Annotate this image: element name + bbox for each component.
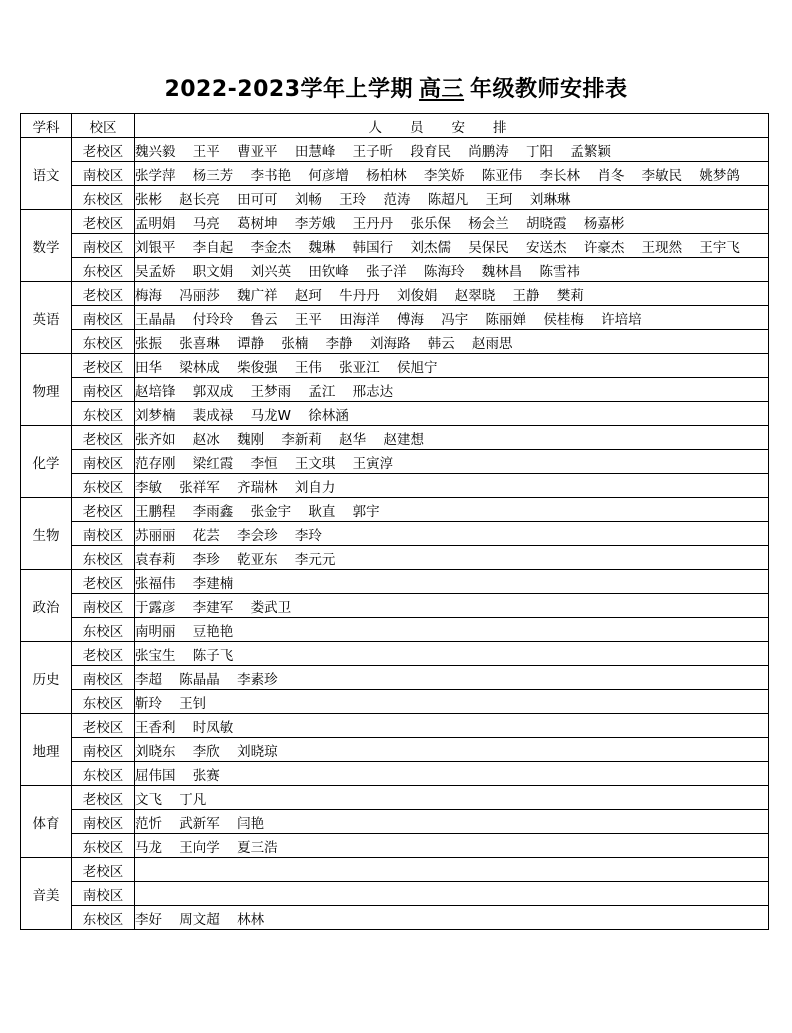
header-row [21, 114, 769, 138]
staff-cell [135, 162, 769, 186]
campus-cell: 老校区 [72, 354, 135, 378]
staff-names: 刘梦楠 裴成禄 马龙W 徐林涵 [135, 407, 349, 424]
header-staff: 人员安排 [135, 114, 769, 138]
subject-cell: 数学 [21, 210, 72, 282]
staff-names: 袁春莉 李珍 乾亚东 李元元 [135, 551, 336, 568]
staff-cell [135, 474, 769, 498]
table-row [21, 834, 769, 858]
staff-cell [135, 546, 769, 570]
campus-cell: 东校区 [72, 906, 135, 930]
table-row [21, 690, 769, 714]
campus-cell: 老校区 [72, 570, 135, 594]
staff-names: 张学萍 杨三芳 李书艳 何彦增 杨柏林 李笑娇 陈亚伟 李长林 肖冬 李敏民 姚梦鸽 [135, 167, 740, 184]
title-prefix: 2022-2023学年上学期 [164, 77, 414, 102]
staff-names: 王香利 时凤敏 [135, 719, 234, 736]
staff-cell [135, 642, 769, 666]
staff-cell [135, 714, 769, 738]
campus-cell: 东校区 [72, 618, 135, 642]
title-grade: 高三 [419, 77, 465, 102]
staff-names: 李超 陈晶晶 李素珍 [135, 671, 278, 688]
campus-cell: 南校区 [72, 594, 135, 618]
subject-cell: 体育 [21, 786, 72, 858]
page-title [0, 74, 792, 106]
staff-names: 刘银平 李自起 李金杰 魏琳 韩国行 刘杰儒 吴保民 安送杰 许豪杰 王现然 王宇飞 [135, 239, 740, 256]
table-row [21, 378, 769, 402]
staff-names: 梅海 冯丽莎 魏广祥 赵珂 牛丹丹 刘俊娟 赵翠晓 王静 樊莉 [135, 287, 584, 304]
campus-cell: 老校区 [72, 282, 135, 306]
table-row [21, 786, 769, 810]
campus-cell: 老校区 [72, 858, 135, 882]
table-row [21, 642, 769, 666]
table-row [21, 522, 769, 546]
campus-cell: 东校区 [72, 546, 135, 570]
campus-cell: 东校区 [72, 330, 135, 354]
staff-cell [135, 522, 769, 546]
table-row [21, 210, 769, 234]
table-row [21, 426, 769, 450]
campus-cell: 东校区 [72, 690, 135, 714]
campus-cell: 东校区 [72, 834, 135, 858]
table-row [21, 570, 769, 594]
staff-cell [135, 906, 769, 930]
staff-cell [135, 330, 769, 354]
campus-cell: 南校区 [72, 450, 135, 474]
staff-cell [135, 858, 769, 882]
campus-cell: 南校区 [72, 738, 135, 762]
staff-names: 张齐如 赵冰 魏刚 李新莉 赵华 赵建想 [135, 431, 424, 448]
staff-names: 王晶晶 付玲玲 鲁云 王平 田海洋 傅海 冯宇 陈丽婵 侯桂梅 许培培 [135, 311, 642, 328]
table-row [21, 618, 769, 642]
staff-cell [135, 738, 769, 762]
campus-cell: 老校区 [72, 426, 135, 450]
staff-names: 张彬 赵长亮 田可可 刘畅 王玲 范涛 陈超凡 王珂 刘琳琳 [135, 191, 571, 208]
staff-cell [135, 618, 769, 642]
subject-cell: 物理 [21, 354, 72, 426]
staff-cell [135, 666, 769, 690]
table-row [21, 882, 769, 906]
table-row [21, 186, 769, 210]
table-row [21, 858, 769, 882]
table-row [21, 354, 769, 378]
staff-names: 于露彦 李建军 娄武卫 [135, 599, 292, 616]
staff-names: 南明丽 豆艳艳 [135, 623, 234, 640]
staff-names: 马龙 王向学 夏三浩 [135, 839, 278, 856]
staff-cell [135, 834, 769, 858]
staff-cell [135, 450, 769, 474]
staff-cell [135, 498, 769, 522]
table-row [21, 546, 769, 570]
staff-cell [135, 210, 769, 234]
staff-names: 刘晓东 李欣 刘晓琼 [135, 743, 278, 760]
campus-cell: 老校区 [72, 210, 135, 234]
table-row [21, 906, 769, 930]
staff-cell [135, 306, 769, 330]
table-row [21, 498, 769, 522]
subject-cell: 音美 [21, 858, 72, 930]
table-row [21, 738, 769, 762]
subject-cell: 历史 [21, 642, 72, 714]
table-row [21, 714, 769, 738]
staff-cell [135, 594, 769, 618]
campus-cell: 南校区 [72, 522, 135, 546]
table-row [21, 306, 769, 330]
staff-cell [135, 810, 769, 834]
campus-cell: 南校区 [72, 810, 135, 834]
staff-names: 吴孟娇 职文娟 刘兴英 田钦峰 张子洋 陈海玲 魏林昌 陈雪祎 [135, 263, 581, 280]
campus-cell: 老校区 [72, 138, 135, 162]
staff-cell [135, 402, 769, 426]
campus-cell: 老校区 [72, 498, 135, 522]
staff-names: 李好 周文超 林林 [135, 911, 265, 928]
staff-names: 李敏 张祥军 齐瑞林 刘自力 [135, 479, 336, 496]
campus-cell: 东校区 [72, 402, 135, 426]
table-row [21, 762, 769, 786]
staff-cell [135, 762, 769, 786]
staff-cell [135, 570, 769, 594]
table-row [21, 810, 769, 834]
header-campus: 校区 [72, 114, 135, 138]
staff-cell [135, 186, 769, 210]
staff-names: 文飞 丁凡 [135, 791, 207, 808]
table-body [21, 138, 769, 930]
subject-cell: 地理 [21, 714, 72, 786]
subject-cell: 化学 [21, 426, 72, 498]
subject-cell: 语文 [21, 138, 72, 210]
staff-cell [135, 282, 769, 306]
table-row [21, 450, 769, 474]
staff-names: 张振 张喜琳 谭静 张楠 李静 刘海路 韩云 赵雨思 [135, 335, 513, 352]
table-row [21, 594, 769, 618]
staff-cell [135, 258, 769, 282]
staff-cell [135, 882, 769, 906]
table-row [21, 138, 769, 162]
staff-names: 王鹏程 李雨鑫 张金宇 耿直 郭宇 [135, 503, 380, 520]
staff-names: 田华 梁林成 柴俊强 王伟 张亚江 侯旭宁 [135, 359, 438, 376]
staff-cell [135, 786, 769, 810]
staff-names: 魏兴毅 王平 曹亚平 田慧峰 王子昕 段育民 尚鹏涛 丁阳 孟繁颖 [135, 143, 611, 160]
campus-cell: 南校区 [72, 234, 135, 258]
staff-names: 赵培锋 郭双成 王梦雨 孟江 邢志达 [135, 383, 394, 400]
table-row [21, 666, 769, 690]
campus-cell: 南校区 [72, 162, 135, 186]
staff-cell [135, 690, 769, 714]
staff-cell [135, 354, 769, 378]
staff-names: 范存刚 梁红霞 李恒 王文琪 王寅淳 [135, 455, 394, 472]
subject-cell: 生物 [21, 498, 72, 570]
title-suffix: 年级教师安排表 [470, 77, 628, 102]
staff-cell [135, 378, 769, 402]
staff-cell [135, 138, 769, 162]
staff-names: 范忻 武新军 闫艳 [135, 815, 265, 832]
table-row [21, 330, 769, 354]
campus-cell: 东校区 [72, 474, 135, 498]
header-subject: 学科 [21, 114, 72, 138]
table-row [21, 282, 769, 306]
staff-cell [135, 234, 769, 258]
campus-cell: 东校区 [72, 762, 135, 786]
campus-cell: 南校区 [72, 306, 135, 330]
campus-cell: 南校区 [72, 666, 135, 690]
staff-names: 苏丽丽 花芸 李会珍 李玲 [135, 527, 322, 544]
campus-cell: 东校区 [72, 258, 135, 282]
campus-cell: 老校区 [72, 642, 135, 666]
campus-cell: 老校区 [72, 714, 135, 738]
table-row [21, 474, 769, 498]
table-row [21, 162, 769, 186]
table-row [21, 234, 769, 258]
teacher-schedule-table [20, 113, 769, 930]
subject-cell: 英语 [21, 282, 72, 354]
staff-names: 孟明娟 马亮 葛树坤 李芳娥 王丹丹 张乐保 杨会兰 胡晓霞 杨嘉彬 [135, 215, 625, 232]
staff-names: 张宝生 陈子飞 [135, 647, 234, 664]
subject-cell: 政治 [21, 570, 72, 642]
campus-cell: 南校区 [72, 378, 135, 402]
staff-names: 张福伟 李建楠 [135, 575, 234, 592]
campus-cell: 南校区 [72, 882, 135, 906]
table-row [21, 258, 769, 282]
staff-cell [135, 426, 769, 450]
staff-names: 屈伟国 张赛 [135, 767, 220, 784]
table-row [21, 402, 769, 426]
campus-cell: 老校区 [72, 786, 135, 810]
staff-names: 靳玲 王钊 [135, 695, 207, 712]
campus-cell: 东校区 [72, 186, 135, 210]
